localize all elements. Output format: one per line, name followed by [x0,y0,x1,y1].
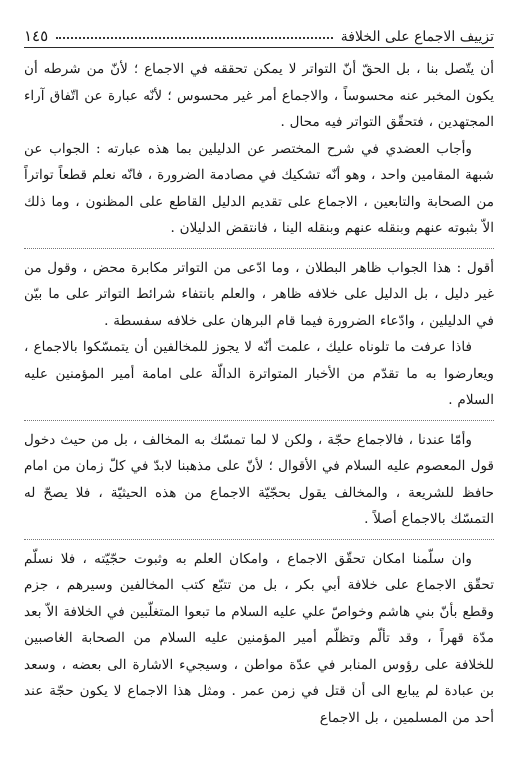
paragraph-2: وأجاب العضدي في شرح المختصر عن الدليلين بما هذه عبارته : الجواب عن شبهة المقامين واحد ، وهو أنّه تشكيك في مصادمة الضرورة ، فانّه نعلم قطعاً تواتراً من الصحابة والتابعين ، الاجماع على تقديم الدليل القاطع على المظنون ، وما ذلك الاّ بثبوته عنهم وبنقله عنهم وبنقله الينا ، فانتقض الدليلان . [24,140,494,236]
header-dot-leader [56,36,333,39]
separator-rule [24,539,494,540]
page-body [24,56,494,731]
separator-rule [24,420,494,421]
book-page [24,22,494,762]
running-title: تزييف الاجماع على الخلافة [340,29,494,45]
paragraph-4: فاذا عرفت ما تلوناه عليك ، علمت أنّه لا يجوز للمخالفين أن يتمسّكوا بالاجماع ، ويعارضوا به ما تقدّم من الأخبار المتواترة الدالّة على امامة أمير المؤمنين عليه السلام . [24,339,494,408]
page-header [24,22,494,48]
paragraph-3: أقول : هذا الجواب ظاهر البطلان ، وما ادّعى من التواتر مكابرة محض ، وقول من غير دليل ، بل الدليل على خلافه ظاهر ، والعلم بانتفاء شرائط التواتر على ما بيّن في الدليلين ، وادّعاء الضرورة فيما قام البرهان على خلافه سفسطة . [24,259,494,329]
paragraph-6: وان سلّمنا امكان تحقّق الاجماع ، وامكان العلم به وثبوت حجّيّته ، فلا نسلّم تحقّق الاجماع على خلافة أبي بكر ، بل من تتبّع كتب المخالفين وسيرهم ، جزم وقطع بأنّ بني هاشم وخواصّ علي عليه السلام ما تبعوا المتغلّبين في الخلافة الاّ بعد مدّة قهراً ، وقد تألّم وتظلّم أمير المؤمنين عليه السلام من الصحابة الغاصبين للخلافة على رؤوس المنابر في عدّة مواطن ، وسيجيء الاشارة الى بعضه ، وسعد بن عبادة لم يبايع الى أن قتل في زمن عمر . ومثل هذا الاجماع لا يكون حجّة عند أحد من المسلمين ، بل الاجماع [24,550,494,726]
paragraph-1: أن يتّصل بنا ، بل الحقّ أنّ التواتر لا يمكن تحققه في الاجماع ؛ لأنّ من شرطه أن يكون المخبر عنه محسوساً ، والاجماع أمر غير محسوس ؛ لأنّه عبارة عن اتّفاق آراء المجتهدين ، فتحقّق التواتر فيه محال . [24,61,494,130]
separator-rule [24,248,494,249]
page-number: ١٤٥ [24,27,49,45]
paragraph-5: وأمّا عندنا ، فالاجماع حجّة ، ولكن لا لما تمسّك به المخالف ، بل من حيث دخول قول المعصوم عليه السلام في الأقوال ؛ لأنّ على مذهبنا لابدّ في كلّ زمان من امام حافظ للشريعة ، والمخالف يقول بحجّيّة الاجماع من هذه الحيثيّة ، فلا يصحّ له التمسّك بالاجماع أصلاً . [24,431,494,527]
